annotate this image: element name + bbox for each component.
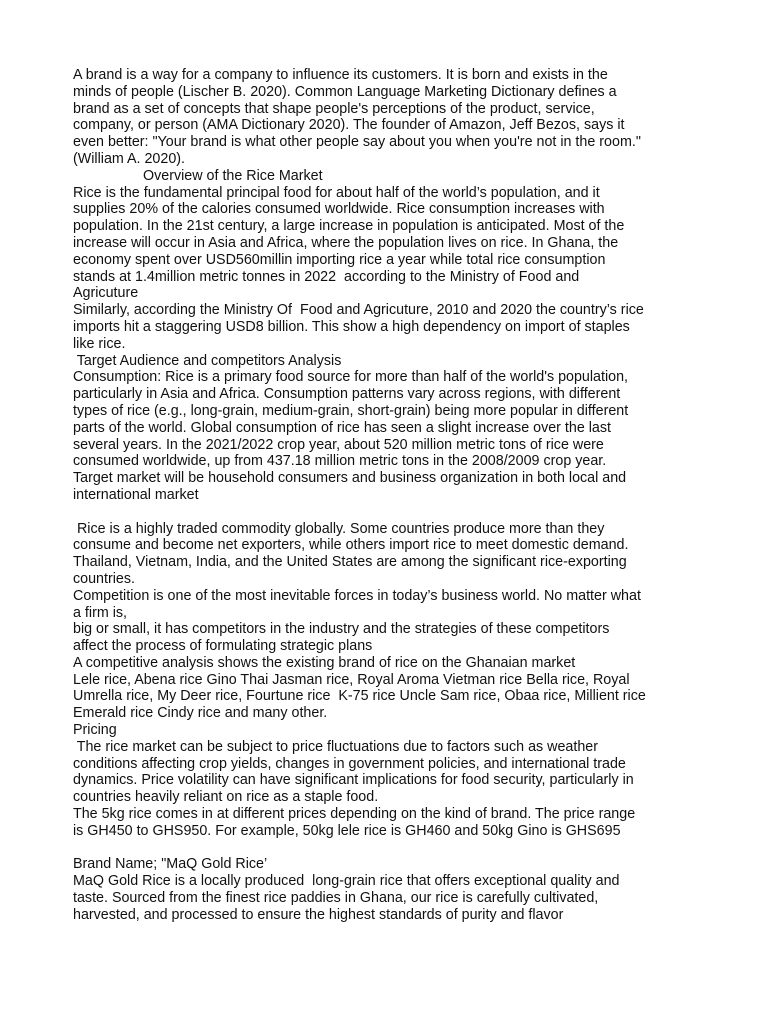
section-heading-overview: Overview of the Rice Market <box>143 167 323 184</box>
text-line: stands at 1.4million metric tonnes in 2022 according to the Ministry of Food and <box>73 268 580 285</box>
text-line: harvested, and processed to ensure the highest standards of purity and flavor <box>73 906 564 923</box>
text-line: big or small, it has competitors in the industry and the strategies of these competitors <box>73 621 610 638</box>
text-line: affect the process of formulating strategic plans <box>73 638 373 655</box>
text-line: parts of the world. Global consumption of rice has seen a slight increase over the last <box>73 419 612 436</box>
text-line: even better: "Your brand is what other people say about you when you're not in the room." <box>73 134 641 151</box>
text-line: Rice is the fundamental principal food for about half of the world’s population, and it <box>73 184 600 201</box>
text-line: like rice. <box>73 335 126 352</box>
text-line: Competition is one of the most inevitable forces in today’s business world. No matter what <box>73 587 641 604</box>
text-line: Emerald rice Cindy rice and many other. <box>73 705 328 722</box>
text-line: A competitive analysis shows the existing brand of rice on the Ghanaian market <box>73 654 576 671</box>
text-line: taste. Sourced from the finest rice paddies in Ghana, our rice is carefully cultivated, <box>73 890 599 907</box>
text-line: MaQ Gold Rice is a locally produced long-grain rice that offers exceptional quality and <box>73 873 620 890</box>
text-line: consumed worldwide, up from 437.18 million metric tons in the 2008/2009 crop year. <box>73 453 607 470</box>
text-line: brand as a set of concepts that shape people's perceptions of the product, service, <box>73 100 595 117</box>
text-line: (William A. 2020). <box>73 150 186 167</box>
blank-line <box>73 504 703 521</box>
document-page <box>73 67 703 924</box>
text-line: types of rice (e.g., long-grain, medium-grain, short-grain) being more popular in different <box>73 402 629 419</box>
text-line: Similarly, according the Ministry Of Food and Agricuture, 2010 and 2020 the country’s rice <box>73 302 644 319</box>
text-line: dynamics. Price volatility can have significant implications for food security, particularly in <box>73 772 634 789</box>
text-line: Lele rice, Abena rice Gino Thai Jasman rice, Royal Aroma Vietman rice Bella rice, Royal <box>73 671 630 688</box>
text-line: particularly in Asia and Africa. Consumption patterns vary across regions, with different <box>73 386 621 403</box>
text-line: countries heavily reliant on rice as a staple food. <box>73 789 379 806</box>
text-line: Thailand, Vietnam, India, and the United States are among the significant rice-exporting <box>73 554 627 571</box>
text-line: Rice is a highly traded commodity globally. Some countries produce more than they <box>73 520 605 537</box>
text-line: company, or person (AMA Dictionary 2020). The founder of Amazon, Jeff Bezos, says it <box>73 117 625 134</box>
text-line: Umrella rice, My Deer rice, Fourtune rice K-75 rice Uncle Sam rice, Obaa rice, Millient rice <box>73 688 646 705</box>
text-line: minds of people (Lischer B. 2020). Common Language Marketing Dictionary defines a <box>73 83 617 100</box>
text-line: A brand is a way for a company to influence its customers. It is born and exists in the <box>73 67 608 83</box>
text-line: international market <box>73 486 199 503</box>
text-line: population. In the 21st century, a large increase in population is anticipated. Most of the <box>73 218 625 235</box>
text-line: The 5kg rice comes in at different prices depending on the kind of brand. The price range <box>73 806 636 823</box>
text-line: Target market will be household consumers and business organization in both local and <box>73 470 627 487</box>
text-line: consume and become net exporters, while others import rice to meet domestic demand. <box>73 537 629 554</box>
text-line: conditions affecting crop yields, changes in government policies, and international trade <box>73 755 626 772</box>
text-line: The rice market can be subject to price fluctuations due to factors such as weather <box>73 738 599 755</box>
blank-line <box>73 840 703 857</box>
section-heading-pricing: Pricing <box>73 722 117 739</box>
text-line: imports hit a staggering USD8 billion. This show a high dependency on import of staples <box>73 318 630 335</box>
text-line: economy spent over USD560millin importing rice a year while total rice consumption <box>73 251 606 268</box>
text-line: Consumption: Rice is a primary food source for more than half of the world's population, <box>73 369 629 386</box>
text-line: Agricuture <box>73 285 139 302</box>
text-line: a firm is, <box>73 604 128 621</box>
text-line: increase will occur in Asia and Africa, where the population lives on rice. In Ghana, the <box>73 234 619 251</box>
text-line: is GH450 to GHS950. For example, 50kg lele rice is GH460 and 50kg Gino is GHS695 <box>73 822 621 839</box>
section-heading-brand-name: Brand Name; "MaQ Gold Rice’ <box>73 856 268 873</box>
text-line: countries. <box>73 570 135 587</box>
section-heading-target-audience: Target Audience and competitors Analysis <box>73 352 342 369</box>
text-line: supplies 20% of the calories consumed worldwide. Rice consumption increases with <box>73 201 605 218</box>
text-line: several years. In the 2021/2022 crop year, about 520 million metric tons of rice were <box>73 436 604 453</box>
